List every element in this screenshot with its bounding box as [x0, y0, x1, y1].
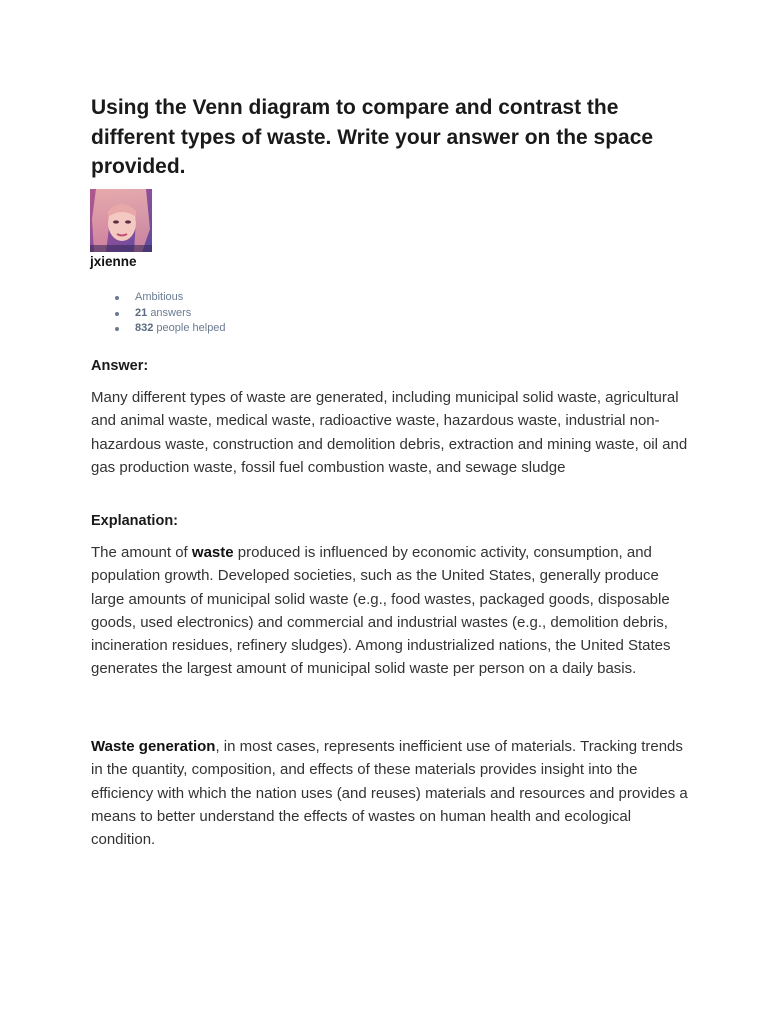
answers-count: 21 [135, 306, 148, 319]
p1-bold-term: waste [191, 544, 234, 561]
p2-bold-term: Waste generation [91, 738, 216, 755]
answer-text: Many different types of waste are generated, including municipal solid waste, agricultural and animal waste, medical waste, radioactive waste, hazardous waste, industrial non-hazardous waste, construction and demolition debris, extraction and mining waste, oil and gas production waste, fossil fuel combustion waste, and sewage sludge [91, 389, 688, 476]
explanation-paragraph-2 [91, 735, 691, 851]
question-title: Using the Venn diagram to compare and contrast the different types of waste. Write your answer on the space provided. [91, 96, 654, 178]
author-rank [115, 290, 226, 306]
rank-label: Ambitious [135, 291, 184, 303]
p1-text-before: The amount of [91, 544, 192, 561]
p1-text-after: produced is influenced by economic activity, consumption, and population growth. Developed societies, such as the United States, generally produce large amounts of municipal solid waste (e.g., food wastes, packaged goods, disposable goods, used electronics) and commercial and industrial wastes (e.g., demolition debris, incineration residues, refinery sludges). Among industrialized nations, the United States generates the largest amount of municipal solid waste per person on a daily basis. [91, 544, 671, 678]
author-answers [115, 306, 226, 322]
avatar-image [90, 189, 152, 252]
author-username[interactable]: jxienne [90, 254, 137, 269]
helped-label: people helped [156, 322, 226, 334]
explanation-paragraph-1 [91, 541, 691, 681]
author-stats [115, 290, 226, 337]
avatar[interactable] [90, 189, 152, 252]
author-helped [115, 321, 226, 337]
p2-text-after: , in most cases, represents inefficient use of materials. Tracking trends in the quantity, composition, and effects of these materials provides insight into the efficiency with which the nation uses (and reuses) materials and resources and provides a means to better understand the effects of wastes on human health and ecological condition. [91, 738, 688, 849]
helped-count: 832 [135, 322, 154, 334]
answers-label: answers [150, 306, 192, 319]
answer-heading: Answer: [91, 358, 149, 374]
explanation-heading: Explanation: [91, 513, 179, 529]
